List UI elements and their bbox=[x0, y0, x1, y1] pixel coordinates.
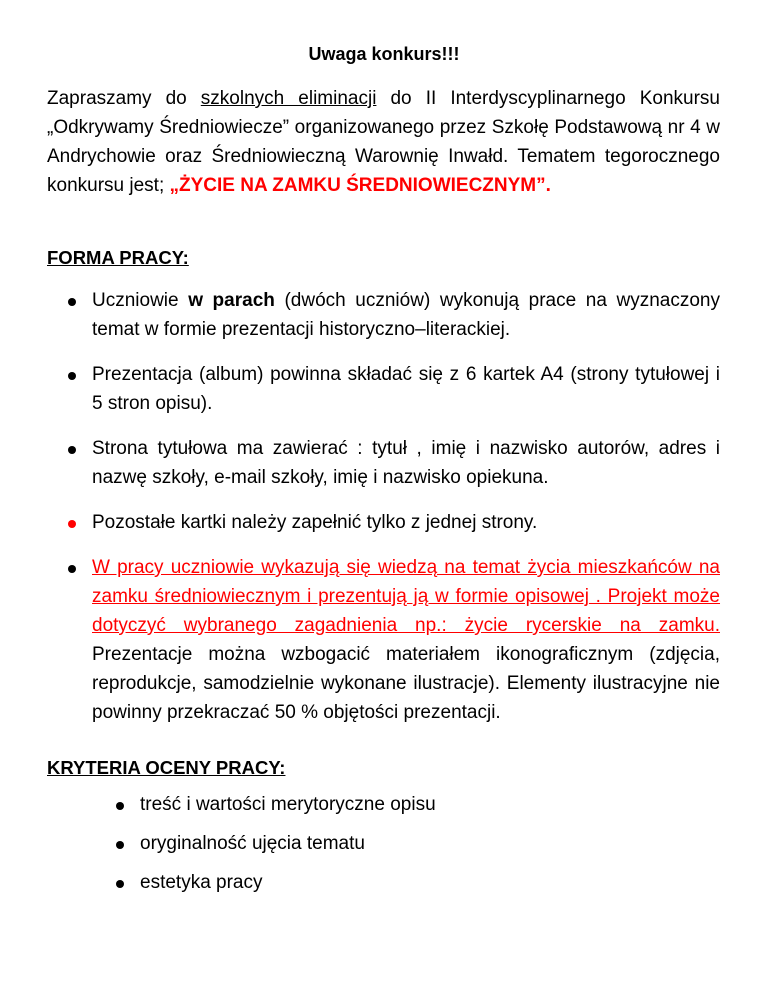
knowledge-requirement: W pracy uczniowie wykazują się wiedzą na temat życia mieszkańców na zamku średniowiecznym i prezentują ją w formie opisowej bbox=[92, 557, 720, 607]
bullet-icon bbox=[116, 802, 124, 810]
illustration-note: Prezentacje można wzbogacić materiałem ikonograficznym (zdjęcia, reprodukcje, samodzielnie wykonane ilustracje). Elementy ilustracyjne nie powinny przekraczać 50 % objętości prezentacji. bbox=[92, 644, 720, 723]
bullet-icon bbox=[68, 298, 76, 306]
forma-item: Strona tytułowa ma zawierać : tytuł , imię i nazwisko autorów, adres i nazwę szkoły, e-mail szkoły, imię i nazwisko opiekuna. bbox=[0, 434, 720, 492]
intro-text-body: do II Interdyscyplinarnego Konkursu „Odkrywamy Średniowiecze” organizowanego przez Szkołę Podstawową nr 4 w Andrychowie oraz Średniowieczną Warownię Inwałd. Tematem tegorocznego konkursu jest; bbox=[47, 88, 720, 196]
kryteria-item: oryginalność ujęcia tematu bbox=[0, 829, 436, 858]
forma-item: Uczniowie w parach (dwóch uczniów) wykonują prace na wyznaczony temat w formie prezentacji historyczno–literackiej. bbox=[0, 286, 720, 344]
project-topic-note: . Projekt może dotyczyć wybranego zagadnienia np.: życie rycerskie na zamku. bbox=[92, 586, 721, 636]
forma-item bbox=[0, 553, 720, 727]
forma-heading: FORMA PRACY: bbox=[47, 247, 189, 268]
kryteria-item: estetyka pracy bbox=[0, 868, 436, 897]
bullet-icon bbox=[68, 520, 76, 528]
intro-paragraph bbox=[47, 84, 720, 200]
bullet-icon bbox=[68, 372, 76, 380]
bullet-icon bbox=[116, 880, 124, 888]
pairs-emphasis: w parach bbox=[188, 290, 275, 311]
contest-theme: „ŻYCIE NA ZAMKU ŚREDNIOWIECZNYM”. bbox=[169, 175, 551, 196]
intro-text-start: Zapraszamy do bbox=[47, 88, 201, 109]
bullet-icon bbox=[68, 446, 76, 454]
intro-underlined-phrase: szkolnych eliminacji bbox=[200, 88, 377, 109]
bullet-icon bbox=[116, 841, 124, 849]
kryteria-heading: KRYTERIA OCENY PRACY: bbox=[47, 757, 286, 778]
forma-item: Pozostałe kartki należy zapełnić tylko z jednej strony. bbox=[0, 508, 720, 537]
forma-list bbox=[0, 286, 768, 743]
kryteria-item: treść i wartości merytoryczne opisu bbox=[0, 790, 436, 819]
kryteria-list bbox=[0, 790, 436, 907]
document-title: Uwaga konkurs!!! bbox=[308, 44, 460, 64]
forma-item: Prezentacja (album) powinna składać się z 6 kartek A4 (strony tytułowej i 5 stron opisu). bbox=[0, 360, 720, 418]
bullet-icon bbox=[68, 565, 76, 573]
